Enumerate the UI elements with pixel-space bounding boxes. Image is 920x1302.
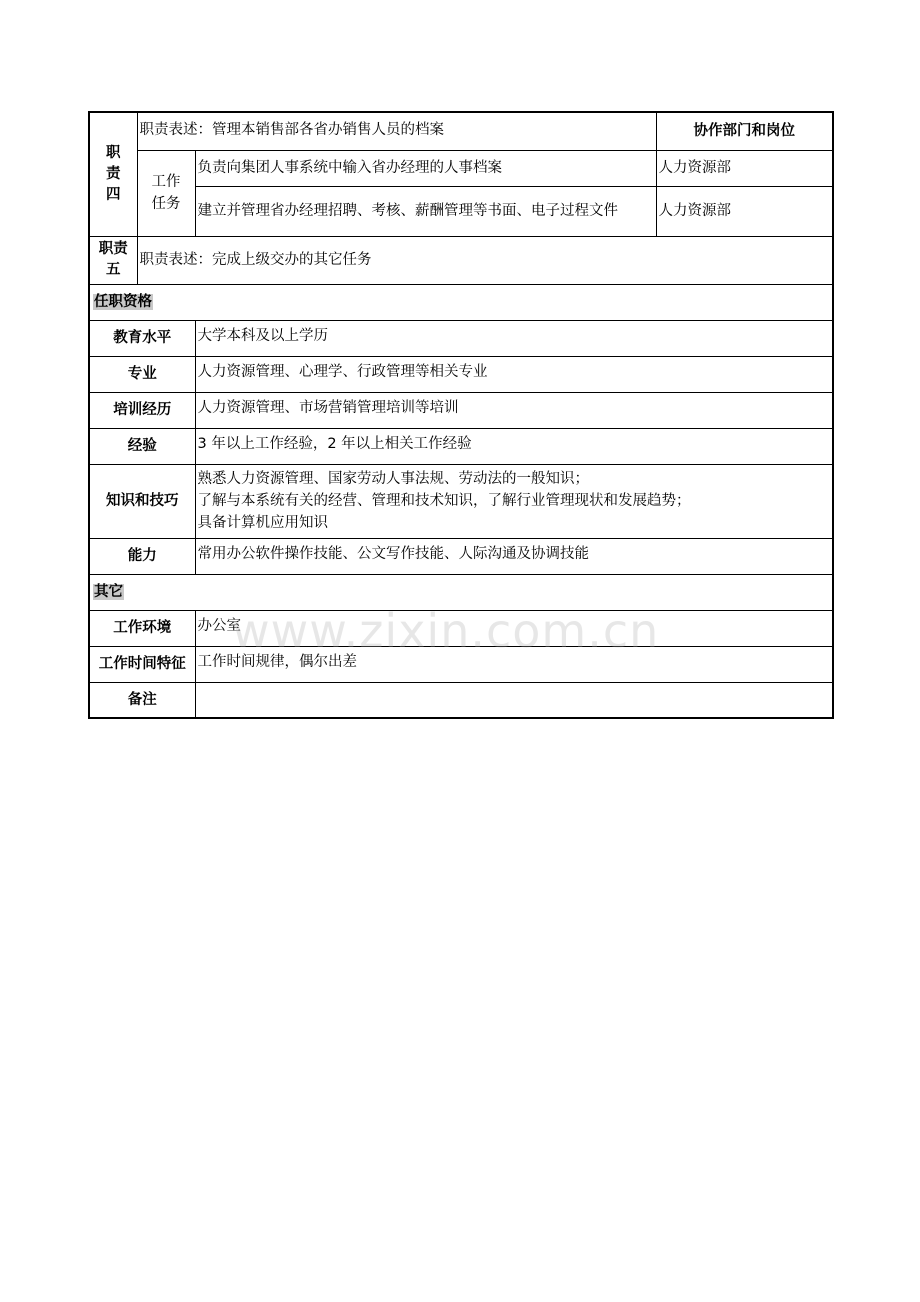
task-text: 建立并管理省办经理招聘、考核、薪酬管理等书面、电子过程文件 <box>195 186 656 236</box>
qualification-label: 培训经历 <box>89 392 195 428</box>
ability-label: 能力 <box>89 538 195 574</box>
duty4-header-row <box>89 112 833 150</box>
qualification-label: 教育水平 <box>89 320 195 356</box>
other-label: 工作时间特征 <box>89 646 195 682</box>
knowledge-line: 具备计算机应用知识 <box>197 515 328 531</box>
job-description-document <box>88 111 832 719</box>
job-description-table <box>88 111 834 719</box>
duty5-description: 职责表述：完成上级交办的其它任务 <box>137 236 833 284</box>
other-label: 工作环境 <box>89 610 195 646</box>
knowledge-line: 了解与本系统有关的经营、管理和技术知识，了解行业管理现状和发展趋势； <box>197 493 691 509</box>
qualification-label: 专业 <box>89 356 195 392</box>
qualification-label: 经验 <box>89 428 195 464</box>
knowledge-line: 熟悉人力资源管理、国家劳动人事法规、劳动法的一般知识； <box>197 471 589 487</box>
ability-value: 常用办公软件操作技能、公文写作技能、人际沟通及协调技能 <box>195 538 833 574</box>
qualification-value: 3 年以上工作经验，2 年以上相关工作经验 <box>195 428 833 464</box>
knowledge-label: 知识和技巧 <box>89 464 195 538</box>
qualification-row <box>89 356 833 392</box>
work-task-label: 工作 任务 <box>137 150 195 236</box>
qualifications-section-title: 任职资格 <box>89 284 833 320</box>
task-dept: 人力资源部 <box>656 150 833 186</box>
collab-dept-header: 协作部门和岗位 <box>656 112 833 150</box>
qualification-row <box>89 428 833 464</box>
duty4-description: 职责表述：管理本销售部各省办销售人员的档案 <box>137 112 656 150</box>
other-row <box>89 646 833 682</box>
other-value: 办公室 <box>195 610 833 646</box>
duty5-label: 职责 五 <box>89 236 137 284</box>
other-section-row <box>89 574 833 610</box>
qualifications-section-row <box>89 284 833 320</box>
other-section-title: 其它 <box>89 574 833 610</box>
other-value: 工作时间规律，偶尔出差 <box>195 646 833 682</box>
other-row <box>89 610 833 646</box>
watermark: www.zixin.com.cn <box>232 604 660 658</box>
other-row <box>89 682 833 718</box>
task-dept: 人力资源部 <box>656 186 833 236</box>
other-value <box>195 682 833 718</box>
other-label: 备注 <box>89 682 195 718</box>
duty5-row <box>89 236 833 284</box>
ability-row <box>89 538 833 574</box>
qualification-row <box>89 320 833 356</box>
qualification-value: 人力资源管理、市场营销管理培训等培训 <box>195 392 833 428</box>
knowledge-row <box>89 464 833 538</box>
qualification-value: 人力资源管理、心理学、行政管理等相关专业 <box>195 356 833 392</box>
qualification-value: 大学本科及以上学历 <box>195 320 833 356</box>
task-text: 负责向集团人事系统中输入省办经理的人事档案 <box>195 150 656 186</box>
duty4-label: 职 责 四 <box>89 112 137 236</box>
knowledge-value <box>195 464 833 538</box>
qualification-row <box>89 392 833 428</box>
duty4-task-row <box>89 186 833 236</box>
duty4-task-row <box>89 150 833 186</box>
